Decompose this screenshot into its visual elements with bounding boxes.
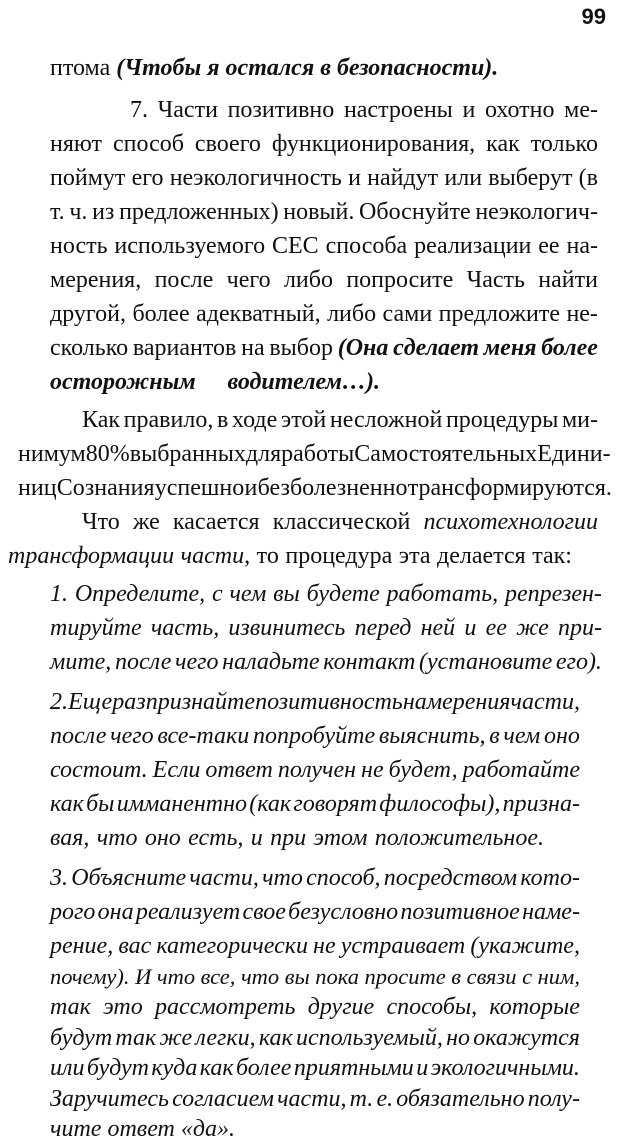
text-word: философы),	[379, 791, 501, 817]
text-word: ность	[50, 233, 108, 259]
text-word: в	[216, 407, 229, 433]
text-word: предложенных)	[119, 199, 279, 225]
text-word: что	[156, 964, 196, 989]
text-word: так:	[532, 543, 572, 569]
text-word: чего	[226, 267, 271, 293]
text-word: наме-	[522, 899, 580, 925]
text-word: найдут	[367, 165, 439, 191]
text-word: части,	[277, 1086, 347, 1112]
text-word: легки,	[195, 1025, 256, 1051]
text-word: функционирования,	[271, 131, 476, 157]
text-word: она	[97, 899, 134, 925]
text-word: части,	[189, 865, 259, 891]
text-word: касается	[172, 509, 260, 535]
text-word: способ,	[306, 865, 381, 891]
text-word: этом	[313, 825, 368, 851]
text-word: новый.	[283, 199, 355, 225]
text-word: остался	[225, 55, 315, 81]
text-word: найти	[538, 267, 598, 293]
text-word: неэкологичность	[169, 165, 342, 191]
text-word: осторожным	[50, 369, 196, 395]
text-word: Объясните	[71, 865, 187, 891]
text-line	[8, 538, 572, 574]
text-word: сами	[382, 301, 433, 327]
text-word: классической	[272, 509, 411, 535]
text-word: выбор	[269, 335, 333, 361]
text-word: несложной	[329, 407, 443, 433]
text-word: которые	[489, 994, 580, 1020]
text-word: сколько	[50, 335, 129, 361]
text-line	[50, 752, 580, 788]
text-word: процедуры	[445, 407, 559, 433]
text-word: ниц	[18, 475, 57, 501]
text-word: своего	[194, 131, 261, 157]
text-line	[50, 296, 598, 332]
text-line	[50, 50, 514, 86]
text-word: почему).	[50, 964, 130, 989]
text-word: мите,	[50, 649, 112, 675]
text-word: призна-	[502, 791, 580, 817]
text-line	[18, 470, 612, 506]
text-word: это	[103, 994, 143, 1020]
text-word: неэкологич-	[475, 199, 598, 225]
text-line	[50, 644, 602, 680]
text-word: Заручитесь	[50, 1086, 169, 1112]
text-word: реализует	[135, 899, 241, 925]
text-word: Если	[152, 757, 201, 783]
text-word: работы	[281, 441, 355, 467]
text-word: наладьте	[222, 649, 320, 675]
text-word: что	[240, 964, 280, 989]
text-word: безусловно	[288, 899, 399, 925]
text-word: экологичными.	[430, 1055, 580, 1081]
text-word: связи	[466, 964, 517, 989]
text-word: птома	[50, 55, 111, 81]
text-word: признайте	[145, 689, 255, 715]
text-word: ме-	[564, 97, 598, 123]
text-word: другой,	[50, 301, 126, 327]
text-word: сделает	[393, 335, 480, 361]
text-word: (укажите,	[470, 933, 580, 959]
text-word: выяснить,	[378, 723, 486, 749]
text-word: попробуйте	[253, 723, 376, 749]
text-word: мерения,	[50, 267, 142, 293]
text-word: т.	[50, 199, 65, 225]
text-word: вы	[284, 964, 310, 989]
text-word: оно	[544, 723, 580, 749]
text-word: охотно	[484, 97, 555, 123]
text-word: же	[132, 509, 160, 535]
text-word: имманентно	[116, 791, 248, 817]
text-word: позитивно	[227, 97, 335, 123]
text-word: трансформации	[8, 543, 175, 569]
text-word: согласием	[172, 1086, 274, 1112]
text-word: говорят	[293, 791, 378, 817]
text-word: в	[451, 964, 462, 989]
text-word: ней	[420, 615, 456, 641]
text-word: репрезен-	[505, 581, 602, 607]
text-word: категорически	[156, 933, 308, 959]
text-word: няют	[50, 131, 102, 157]
text-word: при	[270, 825, 307, 851]
text-word: ее	[485, 615, 507, 641]
text-word: трансформируются.	[407, 475, 612, 501]
text-word: ми-	[561, 407, 598, 433]
text-word: чите	[50, 1116, 102, 1142]
text-word: позитивность	[255, 689, 403, 715]
text-word: в	[320, 55, 331, 81]
text-word: поймут	[50, 165, 126, 191]
text-word: окажутся	[473, 1025, 580, 1051]
text-word: более	[541, 335, 598, 361]
text-word: будут	[86, 1055, 149, 1081]
text-word: так	[115, 1025, 157, 1051]
text-word: и	[348, 165, 361, 191]
text-word: меня	[483, 335, 537, 361]
text-word: чего	[110, 723, 154, 749]
text-word: ч.	[69, 199, 88, 225]
text-word: чего	[175, 649, 219, 675]
text-line	[50, 126, 598, 162]
text-word: другие	[307, 994, 375, 1020]
text-word: рассмотреть	[154, 994, 296, 1020]
text-word: или	[50, 1055, 85, 1081]
text-word: Едини-	[537, 441, 611, 467]
text-word: настроены	[343, 97, 453, 123]
text-word: его	[131, 165, 164, 191]
text-word: ним,	[537, 964, 580, 989]
text-word: рение,	[50, 933, 114, 959]
text-word: раз	[112, 689, 146, 715]
text-word: ее	[538, 233, 560, 259]
text-word: 80%	[85, 441, 130, 467]
text-word: способа	[325, 233, 408, 259]
text-word: положительное.	[374, 825, 544, 851]
text-word: часть,	[150, 615, 220, 641]
text-word: и	[462, 97, 476, 123]
text-word: безопасности).	[336, 55, 499, 81]
text-word: 7.	[130, 97, 148, 123]
text-word: с	[211, 581, 223, 607]
text-word: как	[199, 1055, 234, 1081]
text-word: более	[235, 1055, 292, 1081]
text-word: Еще	[68, 689, 113, 715]
text-word: ходе	[231, 407, 278, 433]
text-word: Сознания	[56, 475, 155, 501]
text-word: используемого	[114, 233, 266, 259]
text-word: не	[313, 933, 336, 959]
text-word: работайте	[462, 757, 580, 783]
text-word: ответ	[107, 1116, 175, 1142]
text-word: части,	[180, 543, 251, 569]
text-word: ответ	[205, 757, 273, 783]
text-word: 2.	[50, 689, 68, 715]
text-word: чем	[229, 581, 267, 607]
text-word: в	[489, 723, 500, 749]
text-word: контакт	[323, 649, 416, 675]
text-word: после	[50, 723, 107, 749]
text-word: на	[241, 335, 265, 361]
text-word: способы,	[386, 994, 478, 1020]
text-word: работать,	[386, 581, 499, 607]
text-word: позитивное	[400, 899, 520, 925]
text-word: будете	[306, 581, 380, 607]
text-word: будут	[50, 1025, 113, 1051]
text-word: как	[258, 1025, 293, 1051]
text-word: что	[96, 825, 138, 851]
text-word: либо	[327, 301, 377, 327]
text-line	[50, 860, 580, 896]
text-word: части,	[510, 689, 580, 715]
text-word: кото-	[520, 865, 580, 891]
text-word: состоит.	[50, 757, 148, 783]
text-word: (установите	[419, 649, 553, 675]
text-word: куда	[151, 1055, 198, 1081]
text-word: И	[135, 964, 152, 989]
text-word: и	[464, 615, 477, 641]
text-word: полу-	[527, 1086, 580, 1112]
text-word: Что	[82, 509, 120, 535]
page-number: 99	[581, 4, 606, 29]
text-word: (как	[249, 791, 292, 817]
text-word: же	[159, 1025, 193, 1051]
text-word: есть,	[188, 825, 244, 851]
text-word: после	[154, 267, 214, 293]
text-word: эта	[398, 543, 431, 569]
text-line	[50, 194, 598, 230]
text-word: способ	[112, 131, 184, 157]
text-word: Самостоятельных	[354, 441, 538, 467]
text-word: выберут	[488, 165, 573, 191]
text-word: нимум	[18, 441, 86, 467]
text-word: будет,	[388, 757, 458, 783]
text-word: или	[444, 165, 483, 191]
text-line	[50, 684, 580, 720]
text-word: и	[250, 825, 263, 851]
text-word: намерения	[402, 689, 511, 715]
text-line	[50, 160, 598, 196]
text-word: и	[416, 1055, 429, 1081]
text-word: 3.	[50, 865, 68, 891]
text-word: все-таки	[157, 723, 250, 749]
text-line	[50, 610, 602, 646]
text-line	[50, 1111, 580, 1147]
text-word: водителем…).	[227, 369, 380, 395]
text-word: приятными	[293, 1055, 414, 1081]
text-line	[50, 330, 598, 366]
text-word: процедура	[285, 543, 393, 569]
text-word: не	[361, 757, 384, 783]
text-word: свое	[242, 899, 286, 925]
text-line	[50, 894, 580, 930]
text-word: так	[50, 994, 91, 1020]
text-word: на-	[566, 233, 598, 259]
text-word: т.	[349, 1086, 374, 1112]
text-word: адекватный,	[196, 301, 321, 327]
text-word: предложите	[438, 301, 560, 327]
text-word: (в	[578, 165, 598, 191]
text-word: вы	[273, 581, 300, 607]
text-word: выбранных	[129, 441, 246, 467]
text-line	[18, 436, 611, 472]
text-word: (Чтобы	[116, 55, 202, 81]
text-line	[50, 364, 380, 400]
text-word: «да».	[180, 1116, 235, 1142]
text-word: вая,	[50, 825, 90, 851]
text-word: при-	[557, 615, 602, 641]
text-word: чем	[503, 723, 541, 749]
text-word: безболезненно	[257, 475, 408, 501]
text-word: но	[446, 1025, 470, 1051]
text-word: перед	[354, 615, 412, 641]
text-word: я	[207, 55, 220, 81]
text-line	[82, 504, 598, 540]
text-word: рого	[50, 899, 96, 925]
text-word: и	[244, 475, 258, 501]
text-word: после	[114, 649, 172, 675]
text-word: вариантов	[132, 335, 237, 361]
text-word: то	[256, 543, 279, 569]
text-line	[50, 228, 598, 264]
text-line	[82, 402, 598, 438]
text-word: е.	[376, 1086, 394, 1112]
text-word: устраивает	[340, 933, 466, 959]
text-word: обязательно	[396, 1086, 525, 1112]
text-word: успешно	[154, 475, 245, 501]
text-word: Части	[157, 97, 218, 123]
text-word: бы	[86, 791, 115, 817]
text-word: все,	[200, 964, 236, 989]
text-line	[130, 92, 598, 128]
text-word: правило,	[123, 407, 214, 433]
text-word: просите	[364, 964, 446, 989]
text-word: Часть	[466, 267, 525, 293]
text-word: его).	[555, 649, 602, 675]
text-word: тируйте	[50, 615, 142, 641]
text-word: либо	[283, 267, 333, 293]
text-word: оно	[144, 825, 181, 851]
text-word: более	[132, 301, 190, 327]
text-word: как	[486, 131, 520, 157]
text-word: вас	[118, 933, 152, 959]
text-word: как	[50, 791, 84, 817]
text-word: психотехнологии	[423, 509, 598, 535]
text-line	[50, 786, 580, 822]
text-word: используемый,	[295, 1025, 443, 1051]
text-word: 1.	[50, 581, 68, 607]
text-word: для	[245, 441, 282, 467]
text-word: пока	[315, 964, 359, 989]
text-word: попросите	[346, 267, 454, 293]
text-line	[50, 718, 580, 754]
text-word: же	[516, 615, 549, 641]
text-word: Определите,	[74, 581, 206, 607]
text-word: делается	[437, 543, 526, 569]
text-word: реализации	[414, 233, 532, 259]
text-word: с	[522, 964, 533, 989]
text-line	[50, 576, 602, 612]
text-word: из	[92, 199, 115, 225]
text-word: Обоснуйте	[359, 199, 471, 225]
text-word: не-	[566, 301, 598, 327]
text-word: этой	[280, 407, 327, 433]
text-word: посредством	[383, 865, 518, 891]
text-word: Как	[82, 407, 121, 433]
text-word: (Она	[337, 335, 389, 361]
text-word: получен	[277, 757, 357, 783]
text-word: что	[262, 865, 303, 891]
text-line	[50, 262, 598, 298]
text-line	[50, 820, 544, 856]
text-word: СЕС	[272, 233, 319, 259]
text-word: только	[530, 131, 598, 157]
text-word: извинитесь	[228, 615, 346, 641]
